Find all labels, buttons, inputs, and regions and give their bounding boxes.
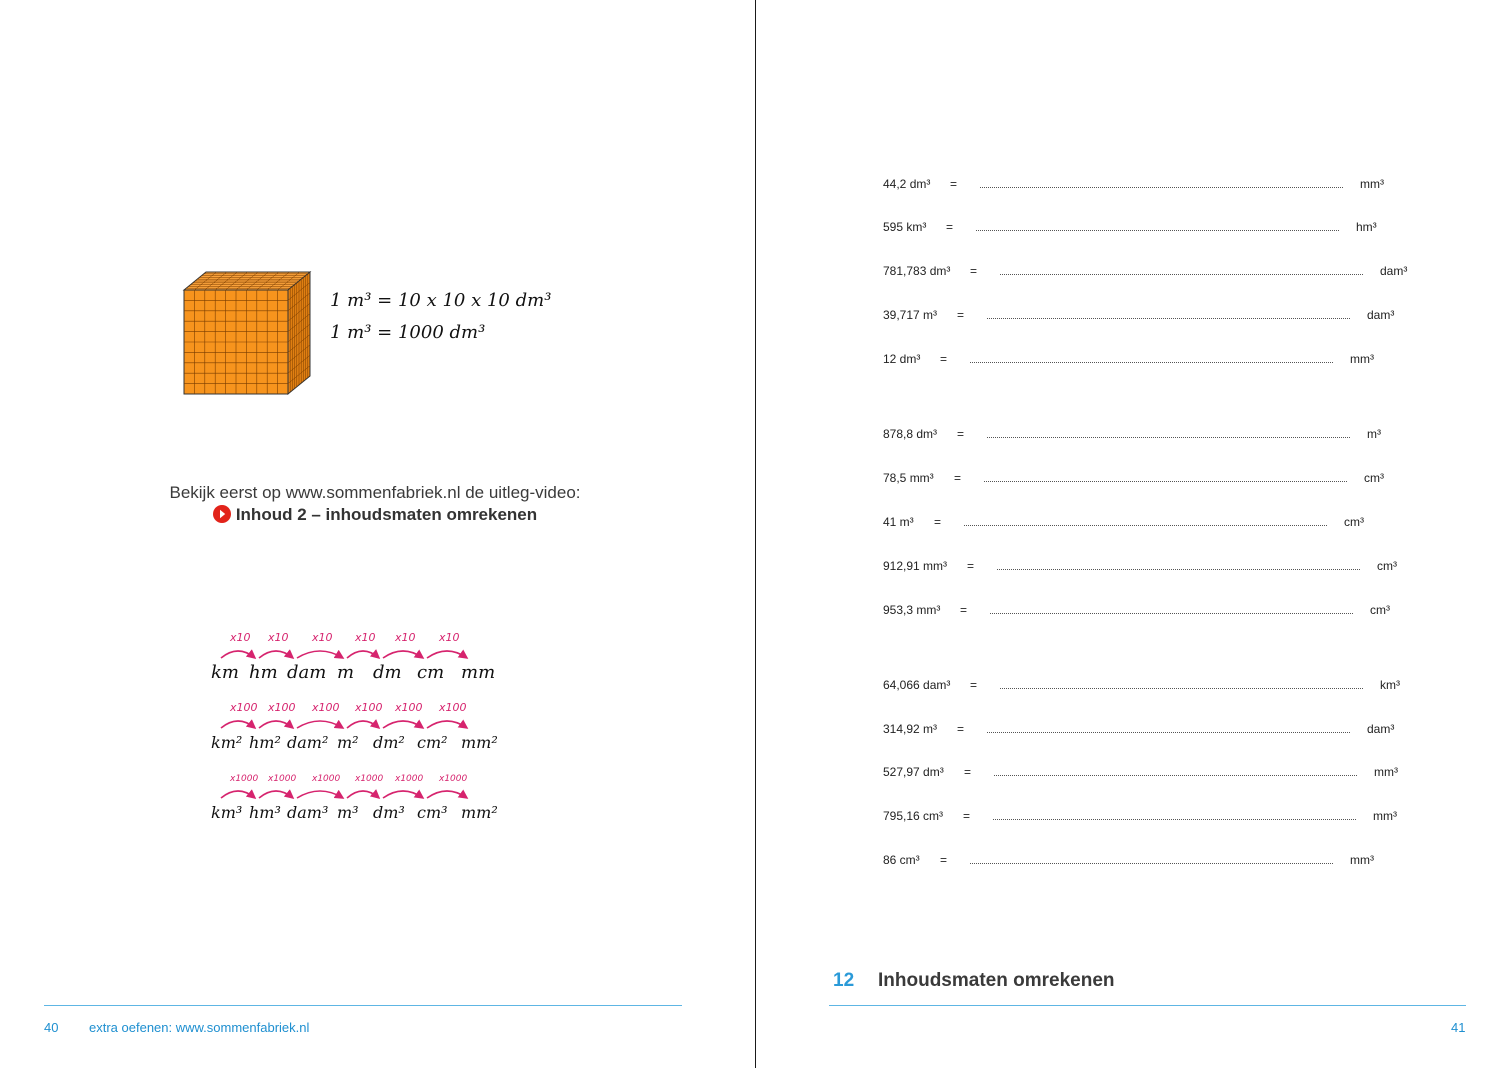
answer-blank[interactable]	[1000, 274, 1363, 275]
equals-sign: =	[970, 264, 978, 278]
video-link[interactable]	[60, 504, 690, 526]
conversion-arrow	[347, 791, 379, 798]
conversion-factor: x1000	[230, 774, 259, 784]
answer-blank[interactable]	[984, 481, 1347, 482]
equals-sign: =	[950, 177, 958, 191]
target-unit: km³	[1380, 678, 1400, 692]
equals-sign: =	[963, 809, 971, 823]
unit-label: mm²	[461, 803, 498, 822]
conversion-factor: x1000	[268, 774, 297, 784]
conversion-factor: x1000	[395, 774, 424, 784]
unit-label: m²	[337, 733, 359, 752]
target-unit: mm³	[1350, 352, 1374, 366]
unit-label: cm²	[417, 733, 448, 752]
equals-sign: =	[957, 427, 965, 441]
answer-blank[interactable]	[976, 230, 1339, 231]
answer-blank[interactable]	[964, 525, 1327, 526]
conversion-arrow	[221, 791, 255, 798]
unit-ladder-row	[211, 774, 498, 822]
unit-label: hm³	[249, 803, 281, 822]
exercise-value: 64,066 dam³	[883, 678, 951, 692]
unit-label: dm³	[373, 803, 405, 822]
video-note	[60, 482, 690, 526]
answer-blank[interactable]	[980, 187, 1343, 188]
equals-sign: =	[957, 308, 965, 322]
conversion-factor: x1000	[312, 774, 341, 784]
unit-label: dm²	[373, 733, 405, 752]
unit-ladder-row	[211, 631, 495, 683]
conversion-arrow	[383, 721, 423, 728]
answer-blank[interactable]	[987, 732, 1350, 733]
target-unit: mm³	[1374, 765, 1398, 779]
target-unit: dam³	[1367, 308, 1395, 322]
unit-label: dm	[373, 662, 402, 683]
equals-sign: =	[967, 559, 975, 573]
conversion-arrow	[297, 651, 343, 658]
answer-blank[interactable]	[1000, 688, 1363, 689]
conversion-factor: x10	[439, 631, 460, 644]
footer-website-link[interactable]: extra oefenen: www.sommenfabriek.nl	[89, 1020, 310, 1035]
unit-label: dam³	[287, 803, 329, 822]
conversion-factor: x100	[268, 701, 296, 714]
video-title: Inhoud 2 – inhoudsmaten omrekenen	[235, 505, 538, 524]
unit-label: hm²	[249, 733, 281, 752]
conversion-factor: x100	[439, 701, 467, 714]
equals-sign: =	[964, 765, 972, 779]
equals-sign: =	[946, 220, 954, 234]
exercise-value: 78,5 mm³	[883, 471, 934, 485]
unit-label: dam	[287, 662, 327, 683]
exercise-value: 86 cm³	[883, 853, 920, 867]
conversion-factor: x10	[268, 631, 289, 644]
equals-sign: =	[940, 853, 948, 867]
target-unit: cm³	[1344, 515, 1364, 529]
equals-sign: =	[960, 603, 968, 617]
conversion-factor: x10	[230, 631, 251, 644]
answer-blank[interactable]	[987, 318, 1350, 319]
video-note-intro: Bekijk eerst op www.sommenfabriek.nl de uitleg-video:	[169, 483, 581, 502]
exercise-value: 595 km³	[883, 220, 927, 234]
conversion-arrow	[259, 791, 293, 798]
conversion-factor: x10	[312, 631, 333, 644]
target-unit: m³	[1367, 427, 1381, 441]
target-unit: cm³	[1370, 603, 1390, 617]
exercise-value: 44,2 dm³	[883, 177, 931, 191]
conversion-factor: x100	[312, 701, 340, 714]
conversion-arrow	[347, 651, 379, 658]
exercise-value: 795,16 cm³	[883, 809, 944, 823]
unit-label: m	[337, 662, 355, 683]
conversion-factor: x100	[395, 701, 423, 714]
conversion-factor: x1000	[439, 774, 468, 784]
unit-label: hm	[249, 662, 278, 683]
exercise-value: 41 m³	[883, 515, 914, 529]
play-icon	[213, 505, 231, 523]
answer-blank[interactable]	[997, 569, 1360, 570]
conversion-arrow	[383, 791, 423, 798]
page-number-left: 40	[44, 1020, 59, 1035]
conversion-factor: x100	[230, 701, 258, 714]
answer-blank[interactable]	[970, 863, 1333, 864]
answer-blank[interactable]	[990, 613, 1353, 614]
unit-label: dam²	[287, 733, 329, 752]
target-unit: dam³	[1380, 264, 1408, 278]
unit-label: mm²	[461, 733, 498, 752]
conversion-arrow	[347, 721, 379, 728]
exercise-value: 912,91 mm³	[883, 559, 948, 573]
unit-label: mm	[461, 662, 496, 683]
conversion-factor: x100	[355, 701, 383, 714]
conversion-arrow	[259, 651, 293, 658]
unit-label: km²	[211, 733, 243, 752]
unit-label: km	[211, 662, 239, 683]
unit-label: m³	[337, 803, 359, 822]
equals-sign: =	[954, 471, 962, 485]
conversion-factor: x1000	[355, 774, 384, 784]
conversion-arrow	[427, 791, 467, 798]
target-unit: mm³	[1360, 177, 1384, 191]
target-unit: dam³	[1367, 722, 1395, 736]
unit-label: cm	[417, 662, 445, 683]
conversion-arrow	[427, 651, 467, 658]
cube-icon	[184, 272, 310, 394]
exercise-value: 39,717 m³	[883, 308, 938, 322]
cube-formula-line-2: 1 m³ = 1000 dm³	[330, 322, 486, 343]
target-unit: mm³	[1350, 853, 1374, 867]
equals-sign: =	[934, 515, 942, 529]
conversion-factor: x10	[355, 631, 376, 644]
conversion-arrow	[427, 721, 467, 728]
cube-formula-line-1: 1 m³ = 10 x 10 x 10 dm³	[330, 290, 552, 311]
unit-label: cm³	[417, 803, 448, 822]
page-number-right: 41	[1451, 1020, 1466, 1035]
chapter-title: Inhoudsmaten omrekenen	[878, 970, 1115, 991]
conversion-arrow	[221, 721, 255, 728]
equals-sign: =	[940, 352, 948, 366]
answer-blank[interactable]	[987, 437, 1350, 438]
answer-blank[interactable]	[970, 362, 1333, 363]
answer-blank[interactable]	[993, 819, 1356, 820]
conversion-arrow	[297, 721, 343, 728]
exercise-value: 527,97 dm³	[883, 765, 944, 779]
conversion-arrow	[383, 651, 423, 658]
target-unit: cm³	[1364, 471, 1384, 485]
unit-ladder	[205, 628, 505, 823]
conversion-arrow	[297, 791, 343, 798]
cube-illustration	[178, 262, 552, 402]
spread-divider	[755, 0, 756, 1068]
target-unit: cm³	[1377, 559, 1397, 573]
exercise-value: 12 dm³	[883, 352, 921, 366]
target-unit: mm³	[1373, 809, 1397, 823]
conversion-arrow	[259, 721, 293, 728]
exercise-value: 314,92 m³	[883, 722, 938, 736]
exercise-value: 878,8 dm³	[883, 427, 938, 441]
answer-blank[interactable]	[994, 775, 1357, 776]
target-unit: hm³	[1356, 220, 1377, 234]
unit-ladder-row	[211, 701, 498, 752]
chapter-number: 12	[833, 970, 855, 991]
unit-label: km³	[211, 803, 243, 822]
exercise-value: 953,3 mm³	[883, 603, 941, 617]
equals-sign: =	[957, 722, 965, 736]
conversion-arrow	[221, 651, 255, 658]
footer-rule-right	[829, 1005, 1466, 1006]
equals-sign: =	[970, 678, 978, 692]
exercise-value: 781,783 dm³	[883, 264, 951, 278]
footer-rule-left	[44, 1005, 682, 1006]
conversion-factor: x10	[395, 631, 416, 644]
